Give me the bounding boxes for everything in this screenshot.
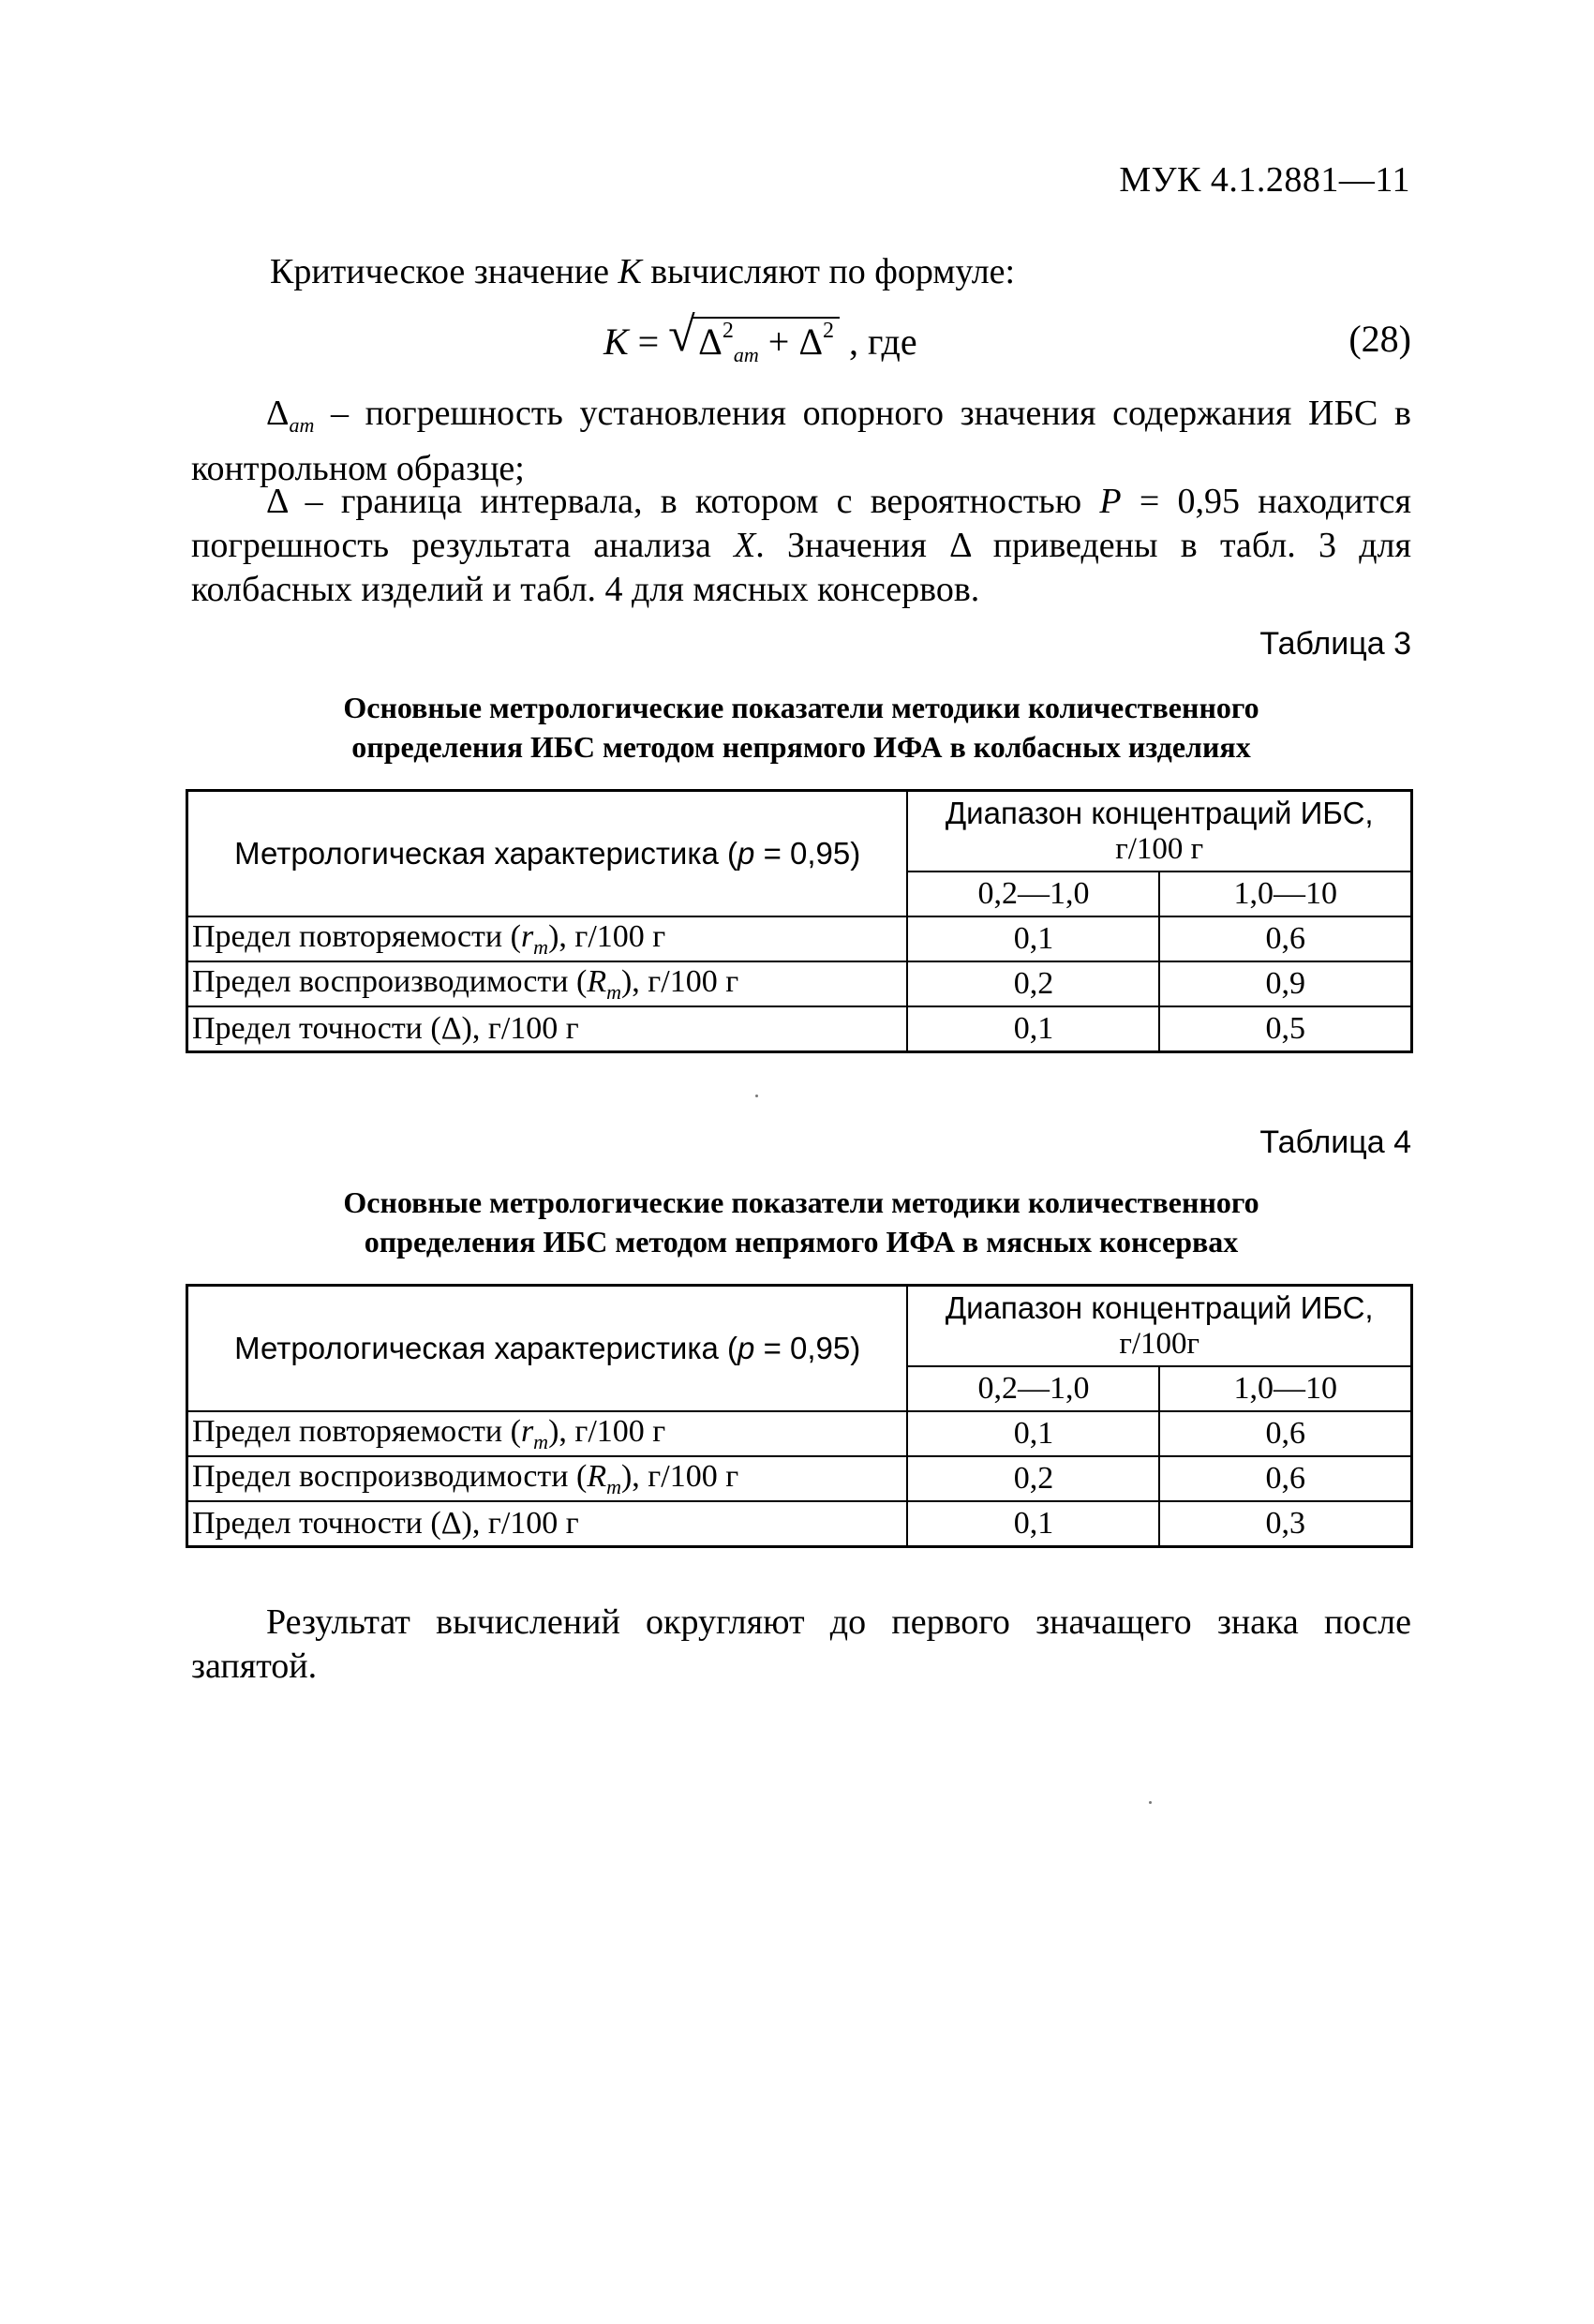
- equation-number: (28): [1348, 318, 1411, 360]
- radical-sign: √: [668, 308, 695, 362]
- table4-header-row: [187, 1286, 1412, 1367]
- table3-title-line1: Основные метрологические показатели методики количественного: [343, 691, 1259, 724]
- t4r1-a: Предел повторяемости (: [192, 1413, 521, 1449]
- table3-row3-label: [187, 1006, 908, 1052]
- table3-row2-val2: 0,9: [1159, 961, 1411, 1006]
- table-row: [187, 1501, 1412, 1547]
- t3r1-sub: m: [533, 934, 549, 959]
- t3-range-l2: г/100 г: [1115, 832, 1204, 866]
- table-row: [187, 961, 1412, 1006]
- document-code: МУК 4.1.2881—11: [1119, 160, 1410, 200]
- table-row: [187, 916, 1412, 961]
- formula-equals: =: [628, 320, 669, 363]
- table3: [186, 789, 1413, 1053]
- table4-row1-val1: 0,1: [907, 1411, 1159, 1456]
- table3-caption: Таблица 3: [1259, 626, 1411, 662]
- table-row: [187, 1456, 1412, 1501]
- table4-row3-val2: 0,3: [1159, 1501, 1411, 1547]
- table4-range-col-1: 0,2—1,0: [907, 1366, 1159, 1411]
- t4r2-sym: R: [587, 1458, 607, 1494]
- table4-row3-label: [187, 1501, 908, 1547]
- t4-range-l1: Диапазон концентраций ИБС,: [945, 1290, 1374, 1325]
- t3-hdr-b: = 0,95): [754, 836, 861, 871]
- t3r1-sym: r: [520, 918, 534, 954]
- table-row: [187, 1006, 1412, 1052]
- def1-subscript: ат: [289, 413, 315, 437]
- t3r2-a: Предел воспроизводимости (: [192, 963, 588, 999]
- t4-range-l2: г/100г: [1119, 1327, 1200, 1361]
- t3-hdr-a: Метрологическая характеристика (: [234, 836, 738, 871]
- table4-row1-val2: 0,6: [1159, 1411, 1411, 1456]
- table4-range-col-2: 1,0—10: [1159, 1366, 1411, 1411]
- def2-text-c: . Значения Δ приведены в табл. 3 для колбасных изделий и табл. 4 для мясных консервов.: [191, 526, 1412, 609]
- scan-speck: [1149, 1801, 1152, 1804]
- closing-paragraph: [191, 1601, 1411, 1689]
- t4r3-a: Предел точности (Δ), г/100 г: [192, 1506, 579, 1541]
- formula-term1-sub: ат: [733, 343, 759, 366]
- t3r2-sub: m: [606, 979, 621, 1004]
- table3-range-col-1: 0,2—1,0: [907, 872, 1159, 916]
- table4-row2-label: [187, 1456, 908, 1501]
- table4-title-line2: определения ИБС методом непрямого ИФА в мясных консервах: [364, 1225, 1239, 1259]
- table3-header-row: [187, 791, 1412, 872]
- def2-p: Р: [1099, 482, 1122, 521]
- closing-text: Результат вычислений округляют до первого значащего знака после запятой.: [191, 1602, 1411, 1686]
- formula-term1: Δ: [698, 320, 723, 363]
- t4r2-a: Предел воспроизводимости (: [192, 1458, 588, 1494]
- t4r2-b: ), г/100 г: [620, 1458, 739, 1494]
- formula-term2-sup: 2: [823, 319, 835, 343]
- t4r2-sub: m: [606, 1474, 621, 1498]
- t3r1-b: ), г/100 г: [548, 918, 666, 954]
- t4r1-sym: r: [520, 1413, 534, 1449]
- intro-text-before: Критическое значение: [270, 252, 618, 291]
- table3-title-line2: определения ИБС методом непрямого ИФА в колбасных изделиях: [351, 730, 1251, 764]
- def1-text: – погрешность установления опорного значения содержания ИБС в контрольном образце;: [191, 394, 1411, 488]
- table3-header-characteristic: [187, 791, 908, 917]
- table-row: [187, 1411, 1412, 1456]
- formula-term2: Δ: [798, 320, 824, 363]
- table3-row1-val2: 0,6: [1159, 916, 1411, 961]
- def2-text-b: = 0,95 находится погрешность результата анализа: [191, 482, 1411, 565]
- t3r1-a: Предел повторяемости (: [192, 918, 521, 954]
- table3-row3-val1: 0,1: [907, 1006, 1159, 1052]
- table3-row2-val1: 0,2: [907, 961, 1159, 1006]
- table4-header-characteristic: [187, 1286, 908, 1412]
- table4-row1-label: [187, 1411, 908, 1456]
- def2-x: X: [734, 526, 756, 565]
- table3-row1-val1: 0,1: [907, 916, 1159, 961]
- table3-row1-label: [187, 916, 908, 961]
- formula-plus: +: [758, 320, 799, 363]
- table3-title: [191, 688, 1411, 767]
- intro-sentence: [270, 251, 1015, 292]
- definition-delta: [191, 480, 1411, 612]
- t3r3-a: Предел точности (Δ), г/100 г: [192, 1011, 579, 1046]
- formula-lhs: К: [603, 320, 629, 363]
- t4r1-sub: m: [533, 1429, 549, 1453]
- table3-range-col-2: 1,0—10: [1159, 872, 1411, 916]
- t3r2-b: ), г/100 г: [620, 963, 739, 999]
- table4: [186, 1284, 1413, 1548]
- formula-expression: [603, 308, 917, 367]
- formula-28: [191, 308, 1411, 382]
- table4-caption: Таблица 4: [1259, 1125, 1411, 1160]
- table3-row3-val2: 0,5: [1159, 1006, 1411, 1052]
- table3-row2-label: [187, 961, 908, 1006]
- t3-range-l1: Диапазон концентраций ИБС,: [945, 796, 1374, 830]
- table4-header-range: [907, 1286, 1411, 1367]
- table4-title: [191, 1183, 1411, 1261]
- t4-hdr-b: = 0,95): [754, 1331, 861, 1365]
- def2-text-a: Δ – граница интервала, в котором с вероятностью: [266, 482, 1100, 521]
- formula-tail: , где: [840, 320, 917, 363]
- definition-delta-at: [191, 392, 1411, 491]
- square-root: [668, 308, 840, 367]
- table4-title-line1: Основные метрологические показатели методики количественного: [343, 1185, 1259, 1219]
- table3-header-range: [907, 791, 1411, 872]
- intro-variable: К: [618, 252, 642, 291]
- formula-term1-sup: 2: [722, 319, 734, 343]
- table4-row2-val2: 0,6: [1159, 1456, 1411, 1501]
- t4-hdr-p: р: [737, 1331, 755, 1365]
- t3r2-sym: R: [587, 963, 607, 999]
- radicand: [693, 317, 840, 367]
- def1-symbol: Δ: [266, 394, 290, 433]
- table4-row3-val1: 0,1: [907, 1501, 1159, 1547]
- t4r1-b: ), г/100 г: [548, 1413, 666, 1449]
- t3-hdr-p: р: [737, 836, 755, 871]
- table4-row2-val1: 0,2: [907, 1456, 1159, 1501]
- scan-speck: [755, 1095, 758, 1097]
- t4-hdr-a: Метрологическая характеристика (: [234, 1331, 738, 1365]
- intro-text-after: вычисляют по формуле:: [641, 252, 1016, 291]
